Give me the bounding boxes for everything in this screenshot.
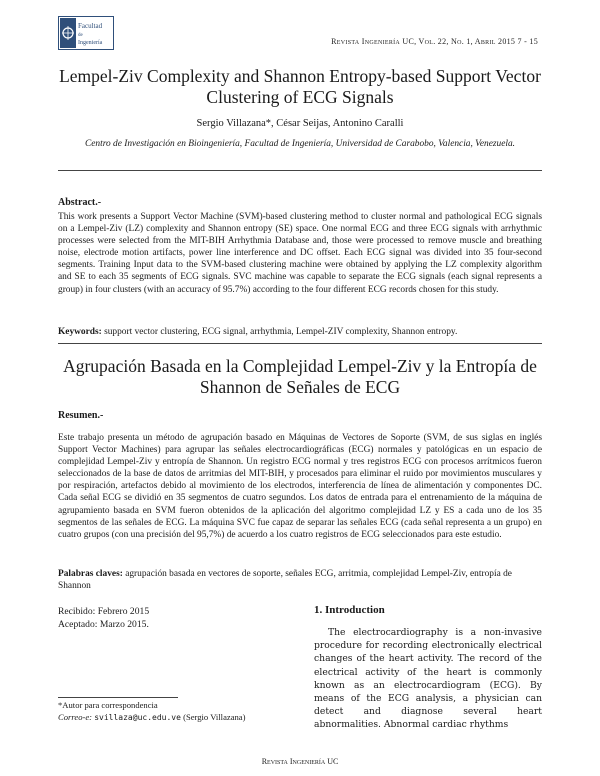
keywords-label: Keywords: — [58, 327, 102, 337]
intro-paragraph: The electrocardiography is a non-invasive procedure for recording electronically electrical changes of the heart activity. The record of the electrical activity of the heart is commonly known as an electrocardiogram (ECG). By means of the ECG analysis, a physician can detect and diagnose several heart abnormalities. Abnormal cardiac rhythms — [314, 627, 542, 731]
title-line-2: Clustering of ECG Signals — [206, 87, 394, 107]
divider-middle — [58, 343, 542, 344]
affiliation: Centro de Investigación en Bioingeniería, Facultad de Ingeniería, Universidad de Carabobo, Valencia, Venezuela. — [84, 139, 516, 149]
keywords-value: support vector clustering, ECG signal, arrhythmia, Lempel-ZIV complexity, Shannon entropy. — [104, 327, 458, 337]
resumen-text: Este trabajo presenta un método de agrupación basado en Máquinas de Vectores de Soporte (SVM, de sus siglas en inglés Support Vector Machines) para agrupar las señales electrocardiográficas (ECG) normales y patológicas en un espacio de complejidad Lempel-Ziv y entropía de Shannon. Un registro ECG normal y tres registros ECG con procesos arrítmicos fueron seleccionados de la base de datos de arritmias del MIT-BIH, y procesados para eliminar el ruido por movimientos musculares y por respiración, artefactos debido al movimiento de los electrodos, interferencia de línea de alimentación y componentes DC. Cada señal ECG se dividió en 35 segmentos de cuatro segundos. Los datos de entrada para el entrenamiento de la máquina de agrupamiento basada en SVM fueron obtenidos de la aplicación del algoritmo complejidad LZ y ES a cada uno de los 35 segmentos de las señales de ECG. La máquina SVC fue capaz de separar las señales ECG (cada señal representa a un grupo) en cuatro grupos (con una precisión del 95,7%) de acuerdo a los cuatro registros de ECG seleccionados para este estudio. — [58, 433, 542, 540]
palabras-label: Palabras claves: — [58, 569, 123, 579]
abstract-text: This work presents a Support Vector Machine (SVM)-based clustering method to cluster normal and pathological ECG signals on a Lempel-Ziv (LZ) complexity and Shannon entropy (SE) space. One normal ECG and three ECG signals with arrhythmic processes were selected from the MIT-BIH Arrhythmia Database and, those were processed to remove muscle and breathing noise, electrode motion artifacts, power line interference and DC offset. Each ECG signal was divided into 35 four-second segments. Training Input data to the SVM-based clustering machine were obtained by applying the LZ complexity algorithm and SE to each 35 segments of ECG signals. SVC machine was capable to separate the ECG signals (each signal represents a group) in four clusters (with an accuracy of 95.7%) according to the four different ECG records chosen for this study. — [58, 212, 542, 295]
logo-text-bottom: Ingeniería — [78, 40, 103, 46]
title-es-line-2: Shannon de Señales de ECG — [199, 377, 401, 397]
title-line-1: Lempel-Ziv Complexity and Shannon Entropy-based Support Vector — [59, 66, 541, 86]
resumen-keywords — [58, 568, 542, 592]
date-accepted: Aceptado: Marzo 2015. — [58, 619, 149, 630]
faculty-logo-icon — [58, 16, 114, 50]
footnote-email — [58, 712, 245, 723]
palabras-value: agrupación basada en vectores de soporte, señales ECG, arritmia, complejidad Lempel-Ziv, entropía de Shannon — [58, 569, 512, 592]
resumen-heading: Resumen.- — [58, 410, 104, 421]
journal-logo — [58, 16, 114, 50]
introduction-heading: 1. Introduction — [314, 604, 385, 616]
footnote-author: *Autor para correspondencia — [58, 700, 158, 710]
author-list: Sergio Villazana*, César Seijas, Antonino Caralli — [196, 118, 404, 129]
divider-top — [58, 170, 542, 171]
date-received: Recibido: Febrero 2015 — [58, 606, 150, 617]
abstract-heading: Abstract.- — [58, 197, 102, 208]
email-label: Correo-e: — [58, 712, 93, 722]
page-footer: Revista Ingeniería UC — [261, 757, 339, 766]
logo-text-mid: de — [78, 33, 83, 38]
email-address[interactable]: svillaza@uc.edu.ve — [94, 713, 181, 722]
logo-text-top: Facultad — [78, 22, 103, 30]
paper-title-english — [40, 66, 560, 108]
abstract-keywords — [58, 326, 542, 338]
footnote-rule — [58, 697, 178, 698]
paper-title-spanish — [40, 356, 560, 398]
running-head: Revista Ingeniería UC, Vol. 22, No. 1, Abril 2015 7 - 15 — [331, 37, 538, 46]
email-name: (Sergio Villazana) — [183, 712, 246, 722]
title-es-line-1: Agrupación Basada en la Complejidad Lempel-Ziv y la Entropía de — [63, 356, 537, 376]
dates-block — [58, 605, 288, 631]
introduction-text — [314, 626, 542, 732]
